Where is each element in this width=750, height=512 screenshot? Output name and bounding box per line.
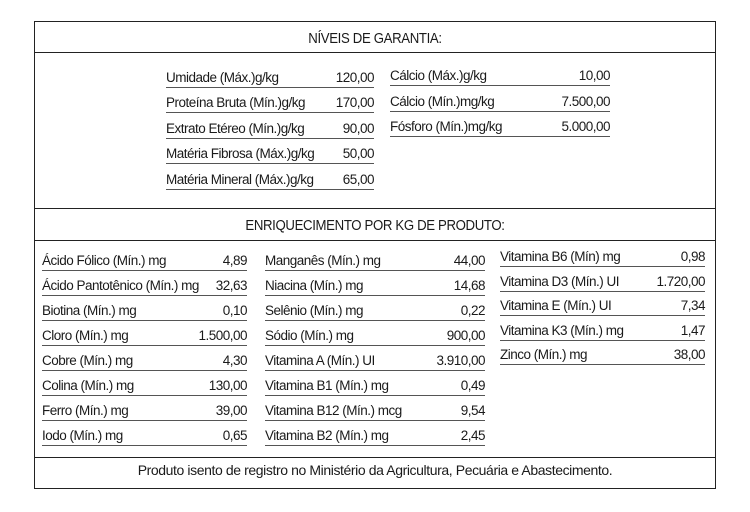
row-value: 1.720,00 <box>656 274 705 289</box>
garantia-row <box>390 119 610 137</box>
row-label: Vitamina B6 (Mín) mg <box>500 249 621 264</box>
row-value: 32,63 <box>215 278 247 293</box>
row-label: Biotina (Mín.) mg <box>42 303 137 318</box>
row-value: 90,00 <box>342 121 374 136</box>
divider-middle <box>34 208 716 209</box>
row-label: Matéria Fibrosa (Máx.)g/kg <box>166 146 315 161</box>
row-value: 0,65 <box>222 428 247 443</box>
garantia-title: NÍVEIS DE GARANTIA: <box>308 30 442 47</box>
row-value: 130,00 <box>208 378 247 393</box>
enrich-row <box>265 328 485 346</box>
enrich-row <box>500 249 705 267</box>
garantia-row <box>166 95 374 113</box>
row-value: 10,00 <box>578 68 610 83</box>
row-value: 39,00 <box>215 403 247 418</box>
row-label: Fósforo (Mín.)mg/kg <box>390 119 503 134</box>
row-value: 7.500,00 <box>561 94 610 109</box>
row-label: Vitamina B12 (Mín.) mcg <box>265 403 402 418</box>
garantia-row <box>390 68 610 86</box>
enrich-row <box>265 303 485 321</box>
enrich-row <box>42 378 247 396</box>
garantia-row <box>166 121 374 139</box>
row-value: 38,00 <box>673 347 705 362</box>
divider-top <box>34 52 716 53</box>
row-label: Cobre (Mín.) mg <box>42 353 133 368</box>
row-label: Ácido Fólico (Mín.) mg <box>42 253 167 268</box>
enrich-row <box>42 253 247 271</box>
row-label: Vitamina K3 (Mín.) mg <box>500 323 624 338</box>
row-value: 0,98 <box>680 249 705 264</box>
row-label: Iodo (Mín.) mg <box>42 428 123 443</box>
divider-footer <box>34 457 716 458</box>
enrich-row <box>42 303 247 321</box>
enrich-row <box>265 278 485 296</box>
enrich-row <box>500 274 705 292</box>
row-label: Ácido Pantotênico (Mín.) mg <box>42 278 199 293</box>
row-label: Cálcio (Mín.)mg/kg <box>390 94 495 109</box>
row-label: Niacina (Mín.) mg <box>265 278 364 293</box>
enrich-row <box>42 353 247 371</box>
row-value: 0,49 <box>460 378 485 393</box>
enrich-row <box>42 328 247 346</box>
garantia-row <box>166 70 374 88</box>
divider-enrich <box>34 240 716 241</box>
row-value: 14,68 <box>453 278 485 293</box>
enrich-row <box>265 428 485 446</box>
enrich-row <box>500 298 705 316</box>
enrich-row <box>265 403 485 421</box>
enrich-row <box>42 428 247 446</box>
row-label: Zinco (Mín.) mg <box>500 347 588 362</box>
row-label: Vitamina E (Mín.) UI <box>500 298 612 313</box>
row-label: Manganês (Mín.) mg <box>265 253 381 268</box>
row-value: 7,34 <box>680 298 705 313</box>
enrich-row <box>500 347 705 365</box>
row-value: 4,89 <box>222 253 247 268</box>
row-label: Cloro (Mín.) mg <box>42 328 129 343</box>
row-label: Ferro (Mín.) mg <box>42 403 129 418</box>
enrich-row <box>42 278 247 296</box>
row-value: 0,22 <box>460 303 485 318</box>
row-label: Vitamina D3 (Mín.) UI <box>500 274 620 289</box>
row-value: 3.910,00 <box>436 353 485 368</box>
row-value: 170,00 <box>335 95 374 110</box>
row-label: Matéria Mineral (Máx.)g/kg <box>166 172 314 187</box>
row-value: 65,00 <box>342 172 374 187</box>
row-label: Vitamina A (Mín.) UI <box>265 353 375 368</box>
row-label: Vitamina B1 (Mín.) mg <box>265 378 389 393</box>
enrich-row <box>265 378 485 396</box>
enrich-row <box>265 353 485 371</box>
row-label: Proteína Bruta (Mín.)g/kg <box>166 95 306 110</box>
enrich-row <box>265 253 485 271</box>
row-label: Vitamina B2 (Mín.) mg <box>265 428 389 443</box>
row-value: 900,00 <box>446 328 485 343</box>
row-value: 9,54 <box>460 403 485 418</box>
garantia-row <box>166 172 374 190</box>
row-label: Cálcio (Máx.)g/kg <box>390 68 487 83</box>
row-value: 44,00 <box>453 253 485 268</box>
row-label: Umidade (Máx.)g/kg <box>166 70 279 85</box>
row-label: Colina (Mín.) mg <box>42 378 134 393</box>
garantia-row <box>166 146 374 164</box>
enriquecimento-title: ENRIQUECIMENTO POR KG DE PRODUTO: <box>245 217 505 234</box>
row-value: 120,00 <box>335 70 374 85</box>
enrich-row <box>500 323 705 341</box>
row-value: 0,10 <box>222 303 247 318</box>
row-value: 5.000,00 <box>561 119 610 134</box>
row-label: Extrato Etéreo (Mín.)g/kg <box>166 121 305 136</box>
garantia-row <box>390 94 610 112</box>
row-value: 4,30 <box>222 353 247 368</box>
row-value: 1.500,00 <box>198 328 247 343</box>
row-value: 1,47 <box>680 323 705 338</box>
footer-note: Produto isento de registro no Ministério da Agricultura, Pecuária e Abastecimento. <box>137 462 613 478</box>
row-value: 2,45 <box>460 428 485 443</box>
row-value: 50,00 <box>342 146 374 161</box>
row-label: Sódio (Mín.) mg <box>265 328 354 343</box>
enrich-row <box>42 403 247 421</box>
row-label: Selênio (Mín.) mg <box>265 303 364 318</box>
